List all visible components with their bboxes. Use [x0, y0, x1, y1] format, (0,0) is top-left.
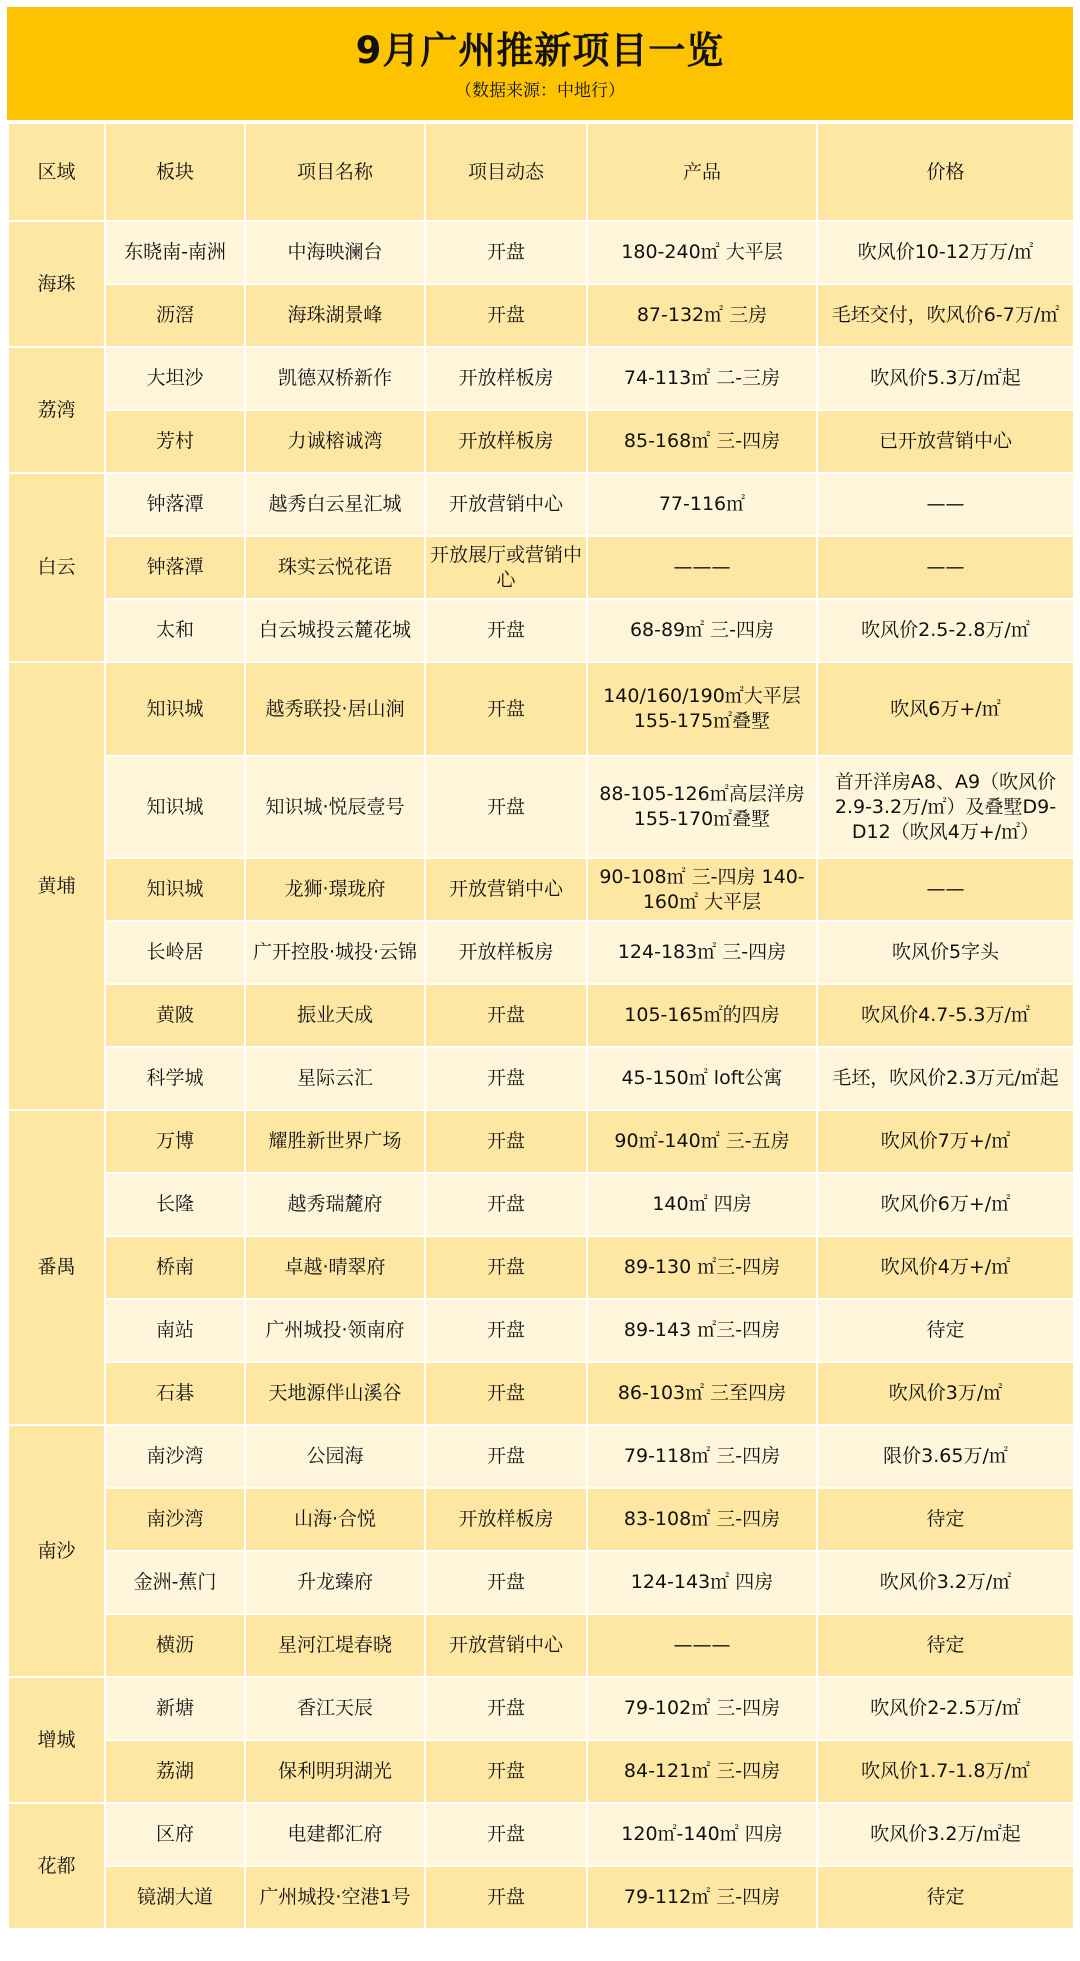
project-status-cell: 开放营销中心 — [425, 858, 587, 921]
product-cell: 88-105-126㎡高层洋房 155-170㎡叠墅 — [587, 756, 817, 858]
price-cell: 待定 — [817, 1866, 1074, 1929]
product-cell: 140/160/190㎡大平层 155-175㎡叠墅 — [587, 662, 817, 756]
project-name-cell: 星河江堤春晓 — [245, 1614, 425, 1677]
project-status-cell: 开盘 — [425, 1740, 587, 1803]
table-row — [8, 221, 1074, 284]
sheet — [7, 7, 1073, 1930]
table-row — [8, 1740, 1074, 1803]
project-name-cell: 越秀联投·居山涧 — [245, 662, 425, 756]
block-cell: 荔湖 — [105, 1740, 245, 1803]
product-cell: 79-112㎡ 三-四房 — [587, 1866, 817, 1929]
data-source-note: （数据来源：中地行） — [455, 81, 625, 101]
block-cell: 知识城 — [105, 756, 245, 858]
table-row — [8, 1425, 1074, 1488]
project-status-cell: 开盘 — [425, 1236, 587, 1299]
project-status-cell: 开盘 — [425, 284, 587, 347]
block-cell: 石碁 — [105, 1362, 245, 1425]
table-row — [8, 662, 1074, 756]
table-row — [8, 1803, 1074, 1866]
product-cell: 124-183㎡ 三-四房 — [587, 921, 817, 984]
project-name-cell: 越秀白云星汇城 — [245, 473, 425, 536]
block-cell: 金洲-蕉门 — [105, 1551, 245, 1614]
project-name-cell: 耀胜新世界广场 — [245, 1110, 425, 1173]
price-cell: 待定 — [817, 1614, 1074, 1677]
price-cell: 吹风价3.2万/㎡ — [817, 1551, 1074, 1614]
block-cell: 区府 — [105, 1803, 245, 1866]
price-cell: 吹风价6万+/㎡ — [817, 1173, 1074, 1236]
region-cell: 海珠 — [8, 221, 105, 347]
project-name-cell: 龙狮·璟珑府 — [245, 858, 425, 921]
table-row — [8, 858, 1074, 921]
product-cell: ——— — [587, 536, 817, 599]
table-row — [8, 536, 1074, 599]
header-status: 项目动态 — [425, 123, 587, 221]
table-row — [8, 284, 1074, 347]
price-cell: 首开洋房A8、A9（吹风价2.9-3.2万/㎡）及叠墅D9-D12（吹风4万+/㎡） — [817, 756, 1074, 858]
project-status-cell: 开放样板房 — [425, 347, 587, 410]
table-row — [8, 1488, 1074, 1551]
price-cell: 吹风价5字头 — [817, 921, 1074, 984]
project-name-cell: 力诚榕诚湾 — [245, 410, 425, 473]
header-project: 项目名称 — [245, 123, 425, 221]
region-cell: 黄埔 — [8, 662, 105, 1110]
project-status-cell: 开盘 — [425, 984, 587, 1047]
price-cell: 吹风价4万+/㎡ — [817, 1236, 1074, 1299]
price-cell: —— — [817, 473, 1074, 536]
region-cell: 南沙 — [8, 1425, 105, 1677]
table-row — [8, 921, 1074, 984]
product-cell: 74-113㎡ 二-三房 — [587, 347, 817, 410]
region-cell: 增城 — [8, 1677, 105, 1803]
project-name-cell: 振业天成 — [245, 984, 425, 1047]
project-status-cell: 开放样板房 — [425, 921, 587, 984]
block-cell: 黄陂 — [105, 984, 245, 1047]
block-cell: 知识城 — [105, 858, 245, 921]
block-cell: 长岭居 — [105, 921, 245, 984]
price-cell: 毛坯，吹风价2.3万元/㎡起 — [817, 1047, 1074, 1110]
table-row — [8, 1047, 1074, 1110]
table-row — [8, 1236, 1074, 1299]
region-cell: 番禺 — [8, 1110, 105, 1425]
project-status-cell: 开盘 — [425, 662, 587, 756]
price-cell: 限价3.65万/㎡ — [817, 1425, 1074, 1488]
project-status-cell: 开盘 — [425, 1551, 587, 1614]
product-cell: 140㎡ 四房 — [587, 1173, 817, 1236]
block-cell: 南站 — [105, 1299, 245, 1362]
project-status-cell: 开放营销中心 — [425, 473, 587, 536]
project-status-cell: 开盘 — [425, 599, 587, 662]
table-row — [8, 347, 1074, 410]
table-row — [8, 599, 1074, 662]
project-status-cell: 开盘 — [425, 1047, 587, 1110]
project-name-cell: 珠实云悦花语 — [245, 536, 425, 599]
table-row — [8, 984, 1074, 1047]
product-cell: ——— — [587, 1614, 817, 1677]
title-band — [7, 7, 1073, 120]
table-row — [8, 1173, 1074, 1236]
price-cell: 吹风价7万+/㎡ — [817, 1110, 1074, 1173]
table-row — [8, 1362, 1074, 1425]
block-cell: 新塘 — [105, 1677, 245, 1740]
price-cell: 吹风价1.7-1.8万/㎡ — [817, 1740, 1074, 1803]
project-name-cell: 香江天辰 — [245, 1677, 425, 1740]
block-cell: 芳村 — [105, 410, 245, 473]
product-cell: 120㎡-140㎡ 四房 — [587, 1803, 817, 1866]
table-row — [8, 756, 1074, 858]
price-cell: 毛坯交付，吹风价6-7万/㎡ — [817, 284, 1074, 347]
product-cell: 90㎡-140㎡ 三-五房 — [587, 1110, 817, 1173]
project-status-cell: 开放营销中心 — [425, 1614, 587, 1677]
block-cell: 镜湖大道 — [105, 1866, 245, 1929]
project-status-cell: 开盘 — [425, 1299, 587, 1362]
product-cell: 45-150㎡ loft公寓 — [587, 1047, 817, 1110]
product-cell: 79-102㎡ 三-四房 — [587, 1677, 817, 1740]
block-cell: 科学城 — [105, 1047, 245, 1110]
project-name-cell: 山海·合悦 — [245, 1488, 425, 1551]
region-cell: 花都 — [8, 1803, 105, 1929]
table-row — [8, 1866, 1074, 1929]
block-cell: 大坦沙 — [105, 347, 245, 410]
product-cell: 87-132㎡ 三房 — [587, 284, 817, 347]
region-cell: 荔湾 — [8, 347, 105, 473]
project-name-cell: 卓越·晴翠府 — [245, 1236, 425, 1299]
product-cell: 79-118㎡ 三-四房 — [587, 1425, 817, 1488]
project-table — [7, 122, 1075, 1930]
product-cell: 90-108㎡ 三-四房 140-160㎡ 大平层 — [587, 858, 817, 921]
project-status-cell: 开盘 — [425, 1362, 587, 1425]
block-cell: 横沥 — [105, 1614, 245, 1677]
product-cell: 77-116㎡ — [587, 473, 817, 536]
price-cell: —— — [817, 536, 1074, 599]
page-title: 9月广州推新项目一览 — [355, 29, 725, 72]
table-row — [8, 473, 1074, 536]
price-cell: 待定 — [817, 1299, 1074, 1362]
price-cell: 吹风6万+/㎡ — [817, 662, 1074, 756]
table-row — [8, 1677, 1074, 1740]
price-cell: 吹风价10-12万万/㎡ — [817, 221, 1074, 284]
block-cell: 南沙湾 — [105, 1425, 245, 1488]
price-cell: 吹风价5.3万/㎡起 — [817, 347, 1074, 410]
product-cell: 89-130 ㎡三-四房 — [587, 1236, 817, 1299]
block-cell: 南沙湾 — [105, 1488, 245, 1551]
product-cell: 68-89㎡ 三-四房 — [587, 599, 817, 662]
block-cell: 钟落潭 — [105, 473, 245, 536]
project-name-cell: 白云城投云麓花城 — [245, 599, 425, 662]
project-status-cell: 开盘 — [425, 221, 587, 284]
project-status-cell: 开盘 — [425, 1866, 587, 1929]
project-name-cell: 星际云汇 — [245, 1047, 425, 1110]
table-header-row — [8, 123, 1074, 221]
product-cell: 105-165㎡的四房 — [587, 984, 817, 1047]
project-status-cell: 开盘 — [425, 1173, 587, 1236]
project-name-cell: 广州城投·空港1号 — [245, 1866, 425, 1929]
price-cell: 吹风价3万/㎡ — [817, 1362, 1074, 1425]
block-cell: 太和 — [105, 599, 245, 662]
price-cell: —— — [817, 858, 1074, 921]
header-block: 板块 — [105, 123, 245, 221]
header-region: 区域 — [8, 123, 105, 221]
region-cell: 白云 — [8, 473, 105, 662]
project-status-cell: 开盘 — [425, 1110, 587, 1173]
block-cell: 桥南 — [105, 1236, 245, 1299]
project-status-cell: 开放样板房 — [425, 410, 587, 473]
product-cell: 85-168㎡ 三-四房 — [587, 410, 817, 473]
table-row — [8, 410, 1074, 473]
project-status-cell: 开放展厅或营销中心 — [425, 536, 587, 599]
project-status-cell: 开盘 — [425, 1677, 587, 1740]
product-cell: 180-240㎡ 大平层 — [587, 221, 817, 284]
project-name-cell: 电建都汇府 — [245, 1803, 425, 1866]
block-cell: 沥滘 — [105, 284, 245, 347]
price-cell: 吹风价2-2.5万/㎡ — [817, 1677, 1074, 1740]
price-cell: 已开放营销中心 — [817, 410, 1074, 473]
project-name-cell: 广州城投·领南府 — [245, 1299, 425, 1362]
project-status-cell: 开盘 — [425, 1803, 587, 1866]
product-cell: 86-103㎡ 三至四房 — [587, 1362, 817, 1425]
header-price: 价格 — [817, 123, 1074, 221]
project-name-cell: 广开控股·城投·云锦 — [245, 921, 425, 984]
product-cell: 84-121㎡ 三-四房 — [587, 1740, 817, 1803]
price-cell: 吹风价4.7-5.3万/㎡ — [817, 984, 1074, 1047]
block-cell: 东晓南-南洲 — [105, 221, 245, 284]
price-cell: 待定 — [817, 1488, 1074, 1551]
project-name-cell: 升龙臻府 — [245, 1551, 425, 1614]
price-cell: 吹风价2.5-2.8万/㎡ — [817, 599, 1074, 662]
project-name-cell: 凯德双桥新作 — [245, 347, 425, 410]
table-row — [8, 1551, 1074, 1614]
table-row — [8, 1110, 1074, 1173]
project-name-cell: 中海映澜台 — [245, 221, 425, 284]
block-cell: 知识城 — [105, 662, 245, 756]
project-name-cell: 保利明玥湖光 — [245, 1740, 425, 1803]
block-cell: 钟落潭 — [105, 536, 245, 599]
block-cell: 万博 — [105, 1110, 245, 1173]
product-cell: 83-108㎡ 三-四房 — [587, 1488, 817, 1551]
project-status-cell: 开放样板房 — [425, 1488, 587, 1551]
project-name-cell: 知识城·悦辰壹号 — [245, 756, 425, 858]
project-name-cell: 越秀瑞麓府 — [245, 1173, 425, 1236]
table-row — [8, 1614, 1074, 1677]
price-cell: 吹风价3.2万/㎡起 — [817, 1803, 1074, 1866]
project-name-cell: 海珠湖景峰 — [245, 284, 425, 347]
project-status-cell: 开盘 — [425, 1425, 587, 1488]
product-cell: 89-143 ㎡三-四房 — [587, 1299, 817, 1362]
block-cell: 长隆 — [105, 1173, 245, 1236]
project-name-cell: 公园海 — [245, 1425, 425, 1488]
table-row — [8, 1299, 1074, 1362]
header-product: 产品 — [587, 123, 817, 221]
project-status-cell: 开盘 — [425, 756, 587, 858]
product-cell: 124-143㎡ 四房 — [587, 1551, 817, 1614]
table-body — [8, 221, 1074, 1929]
project-name-cell: 天地源伴山溪谷 — [245, 1362, 425, 1425]
